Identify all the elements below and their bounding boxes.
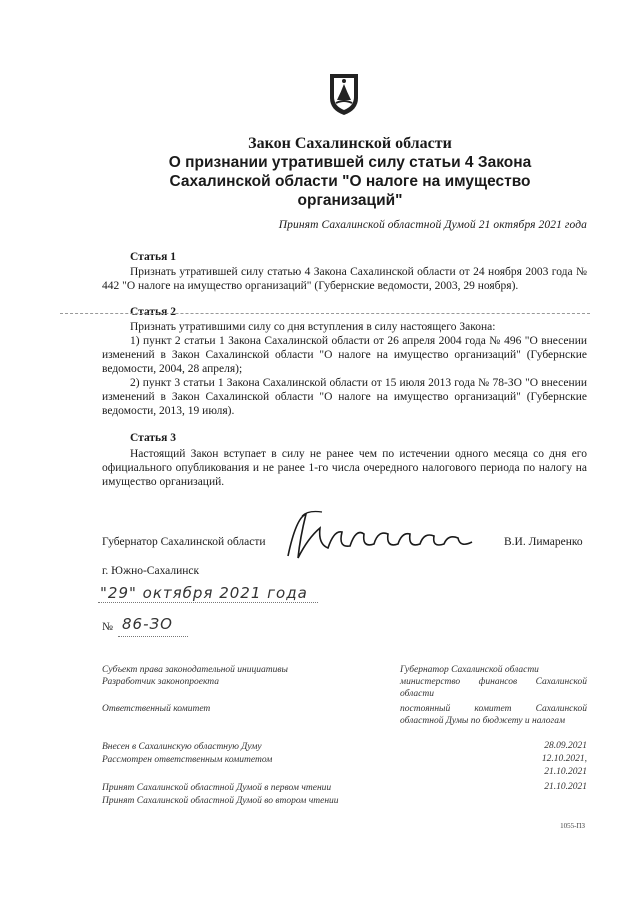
article-2-intro: Признать утратившими силу со дня вступления в силу настоящего Закона: [130, 321, 496, 333]
governor-name: В.И. Лимаренко [504, 536, 583, 548]
meta-stage-date: 28.09.2021 [544, 741, 587, 751]
meta-developer-label: Разработчик законопроекта [102, 677, 220, 687]
article-2-item-1: 1) пункт 2 статьи 1 Закона Сахалинской области от 26 апреля 2004 года № 496 "О внесении изменений в Закон Сахалинской области "О налоге на имущество организаций" (Губернские ведомости, 2004, 28 апреля); [102, 335, 587, 375]
meta-initiative-value: Губернатор Сахалинской области [400, 665, 539, 675]
law-subject-line-2: Сахалинской области "О налоге на имущество [169, 173, 531, 190]
meta-developer-value: министерство финансов Сахалинской области [400, 677, 587, 699]
date-underline [98, 602, 318, 603]
handwritten-signature [278, 508, 483, 568]
meta-stage-date: 21.10.2021 [544, 767, 587, 777]
meta-stage-label: Принят Сахалинской областной Думой в первом чтении [102, 783, 332, 793]
law-number-handwritten: 86-ЗО [122, 615, 173, 633]
meta-stage-label: Внесен в Сахалинскую областную Думу [102, 742, 262, 752]
meta-initiative-label: Субъект права законодательной инициативы [102, 665, 288, 675]
law-title: Закон Сахалинской области [248, 135, 452, 152]
article-3-heading: Статья 3 [130, 432, 176, 444]
meta-stage-label: Рассмотрен ответственным комитетом [102, 755, 273, 765]
sakhalin-coat-of-arms-icon [327, 72, 361, 116]
footer-code: 1055-ПЗ [560, 822, 585, 830]
governor-position: Губернатор Сахалинской области [102, 536, 266, 548]
meta-stage-label: Принят Сахалинской областной Думой во втором чтении [102, 796, 339, 806]
article-2-heading: Статья 2 [130, 306, 176, 318]
article-1-heading: Статья 1 [130, 251, 176, 263]
meta-committee-label: Ответственный комитет [102, 704, 211, 714]
law-number-sign: № [102, 621, 113, 633]
article-1-text: Признать утратившей силу статью 4 Закона Сахалинской области от 24 ноября 2003 года № 442 "О налоге на имущество организаций" (Губернские ведомости, 2003, 29 ноября). [102, 266, 587, 292]
law-subject-line-1: О признании утратившей силу статьи 4 Закона [168, 154, 532, 171]
meta-stage-date: 12.10.2021, [541, 754, 587, 764]
article-2-item-2: 2) пункт 3 статьи 1 Закона Сахалинской области от 15 июля 2013 года № 78-ЗО "О внесении изменений в Закон Сахалинской области "О налоге на имущество организаций" (Губернские ведомости, 2013, 19 июля). [102, 377, 587, 417]
adoption-note: Принят Сахалинской областной Думой 21 октября 2021 года [278, 219, 587, 231]
signing-date-handwritten: "29" октября 2021 года [100, 584, 308, 602]
signing-city: г. Южно-Сахалинск [102, 565, 200, 577]
law-subject-line-3: организаций" [297, 192, 403, 209]
meta-committee-value: постоянный комитет Сахалинской областной Думы по бюджету и налогам [400, 704, 587, 726]
article-3-text: Настоящий Закон вступает в силу не ранее чем по истечении одного месяца со дня его официального опубликования и не ранее 1-го числа очередного налогового периода по налогу на имущество организаций. [102, 448, 587, 488]
number-underline [118, 636, 188, 637]
scan-artifact-line [60, 313, 590, 314]
meta-stage-date: 21.10.2021 [544, 782, 587, 792]
